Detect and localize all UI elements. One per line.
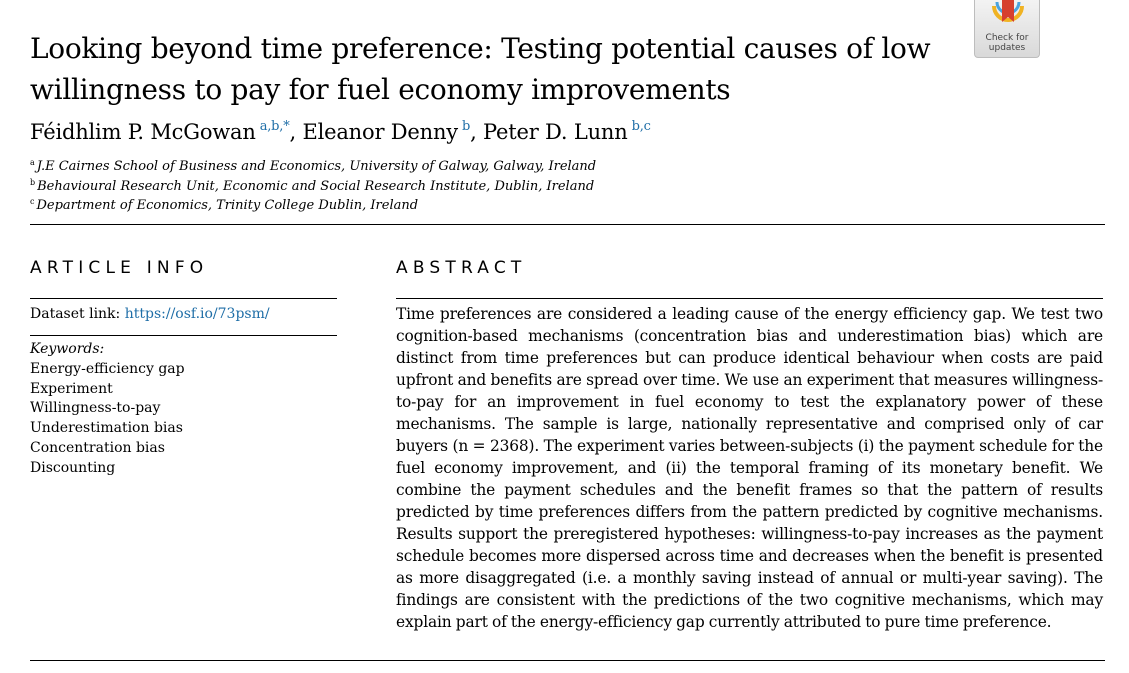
- keywords-label: Keywords:: [30, 341, 105, 357]
- affiliation-mark: c: [30, 197, 35, 206]
- keyword-item: Experiment: [30, 380, 113, 397]
- dataset-link-row: [30, 304, 270, 324]
- badge-line-1: Check for: [985, 33, 1029, 43]
- affiliation-item: [30, 177, 596, 197]
- author-name[interactable]: Eleanor Denny: [302, 120, 458, 144]
- keywords-section: [30, 340, 185, 479]
- badge-label: [975, 33, 1039, 53]
- dataset-link[interactable]: https://osf.io/73psm/: [124, 306, 270, 322]
- author-name[interactable]: Peter D. Lunn: [483, 120, 628, 144]
- affiliation-text: J.E Cairnes School of Business and Economics, University of Galway, Galway, Ireland: [36, 159, 597, 174]
- badge-line-2: updates: [988, 43, 1026, 53]
- author-list: Féidhlim P. McGowan $^{a,b,*}$, Eleanor Denny $^b$, Peter D. Lunn $^{b,c}$: [30, 119, 651, 144]
- keyword-item: Underestimation bias: [30, 420, 183, 437]
- abstract-text: Time preferences are considered a leading cause of the energy efficiency gap. We test two cognition-based mechanisms (concentration bias and underestimation bias) which are distinct from time preferences but can produce identical behaviour when costs are paid upfront and benefits are spread over time. We use an experiment that measures willingness-to-pay for an improvement in fuel economy to test the explanatory power of these mechanisms. The sample is large, nationally representative and comprised only of car buyers (n = 2368). The experiment varies between-subjects (i) the payment schedule for the fuel economy improvement, and (ii) the temporal framing of its monetary benefit. We combine the payment schedules and the benefit frames so that the pattern of results predicted by time preferences differs from the pattern predicted by cognitive mechanisms. Results support the preregistered hypotheses: willingness-to-pay increases as the payment schedule becomes more dispersed across time and decreases when the benefit is presented as more disaggregated (i.e. a monthly saving instead of annual or multi-year saving). The findings are consistent with the predictions of the two cognitive mechanisms, which may explain part of the energy-efficiency gap currently attributed to pure time preference.: [396, 305, 1103, 631]
- author-marks[interactable]: b: [461, 119, 471, 134]
- abstract-heading: ABSTRACT: [396, 258, 527, 278]
- affiliation-text: Department of Economics, Trinity College Dublin, Ireland: [36, 198, 419, 213]
- keyword-item: Energy-efficiency gap: [30, 360, 185, 377]
- author-marks[interactable]: b,c: [631, 119, 651, 134]
- keywords-divider: [30, 335, 337, 336]
- author-marks[interactable]: a,b,*: [259, 119, 290, 134]
- affiliation-mark: b: [30, 177, 36, 187]
- check-for-updates-badge[interactable]: [974, 0, 1040, 58]
- affiliation-item: [30, 157, 596, 177]
- affiliation-text: Behavioural Research Unit, Economic and Social Research Institute, Dublin, Ireland: [37, 178, 595, 194]
- affiliation-item: [30, 196, 596, 216]
- header-divider: [30, 224, 1105, 225]
- author-name[interactable]: Féidhlim P. McGowan: [30, 120, 256, 144]
- footer-divider: [30, 660, 1105, 661]
- dataset-label: Dataset link:: [30, 306, 121, 322]
- check-for-updates-icon: [989, 0, 1027, 32]
- keyword-item: Willingness-to-pay: [30, 400, 161, 417]
- affiliation-mark: a: [30, 158, 35, 167]
- keyword-item: Discounting: [30, 459, 116, 476]
- affiliations: [30, 157, 596, 216]
- abstract-divider: [396, 298, 1103, 299]
- keyword-item: Concentration bias: [30, 439, 165, 456]
- article-info-heading: ARTICLE INFO: [30, 258, 209, 278]
- article-info-divider: [30, 298, 337, 299]
- paper-title: Looking beyond time preference: Testing potential causes of low willingness to pay for fuel economy improvements: [30, 32, 931, 106]
